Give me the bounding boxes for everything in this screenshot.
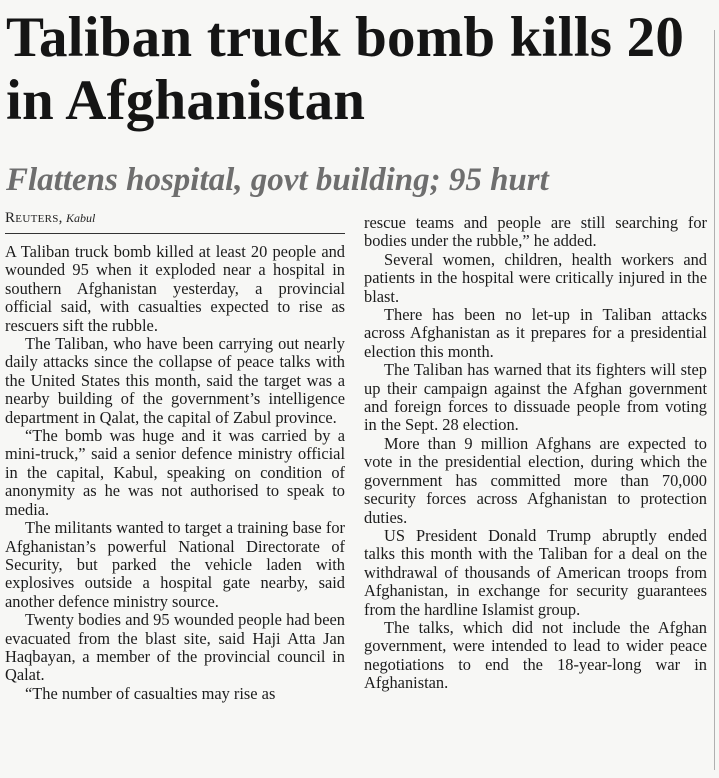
- paragraph: The Taliban, who have been carrying out nearly daily attacks since the collapse of peace talks with the United States this month, said the target was a nearby building of the government’s intelligence department in Qalat, the capital of Zabul province.: [5, 334, 345, 427]
- paragraph: A Taliban truck bomb killed at least 20 people and wounded 95 when it exploded near a hospital in southern Afghanistan yesterday, a provincial official said, with casualties expected to rise as rescuers sift the rubble.: [5, 242, 345, 335]
- paragraph: The militants wanted to target a training base for Afghanistan’s powerful National Directorate of Security, but parked the vehicle laden with explosives outside a hospital gate nearby, said another defence ministry source.: [5, 518, 345, 611]
- paragraph: rescue teams and people are still searching for bodies under the rubble,” he added.: [364, 213, 707, 251]
- byline-agency: Reuters,: [5, 210, 63, 226]
- paragraph: “The bomb was huge and it was carried by a mini-truck,” said a senior defence ministry official in the capital, Kabul, speaking on condition of anonymity as he was not authorised to speak to media.: [5, 426, 345, 519]
- paragraph: The talks, which did not include the Afghan government, were intended to lead to wider peace negotiations to end the 18-year-long war in Afghanistan.: [364, 617, 707, 693]
- article-column-left: [5, 243, 345, 703]
- paragraph: Twenty bodies and 95 wounded people had been evacuated from the blast site, said Haji Atta Jan Haqbayan, a member of the provincial council in Qalat.: [5, 610, 345, 685]
- paragraph: The Taliban has warned that its fighters will step up their campaign against the Afghan government and foreign forces to dissuade people from voting in the Sept. 28 election.: [364, 360, 707, 435]
- headline: Taliban truck bomb kills 20 in Afghanistan: [6, 6, 685, 132]
- subheadline: Flattens hospital, govt building; 95 hurt: [6, 162, 549, 198]
- byline: [5, 208, 95, 228]
- byline-city: Kabul: [65, 211, 96, 225]
- page-edge-divider: [714, 30, 715, 770]
- paragraph: “The number of casualties may rise as: [25, 683, 276, 703]
- byline-rule: [5, 233, 345, 234]
- paragraph: There has been no let-up in Taliban attacks across Afghanistan as it prepares for a presidential election this month.: [364, 305, 707, 361]
- paragraph: Several women, children, health workers and patients in the hospital were critically injured in the blast.: [364, 249, 707, 306]
- paragraph: More than 9 million Afghans are expected to vote in the presidential election, during which the government has committed more than 70,000 security forces across Afghanistan to protection duties.: [364, 433, 707, 527]
- paragraph: US President Donald Trump abruptly ended talks this month with the Taliban for a deal on the withdrawal of thousands of American troops from Afghanistan, in exchange for security guarantees from the hardline Islamist group.: [364, 525, 707, 619]
- article-column-right: [364, 214, 707, 693]
